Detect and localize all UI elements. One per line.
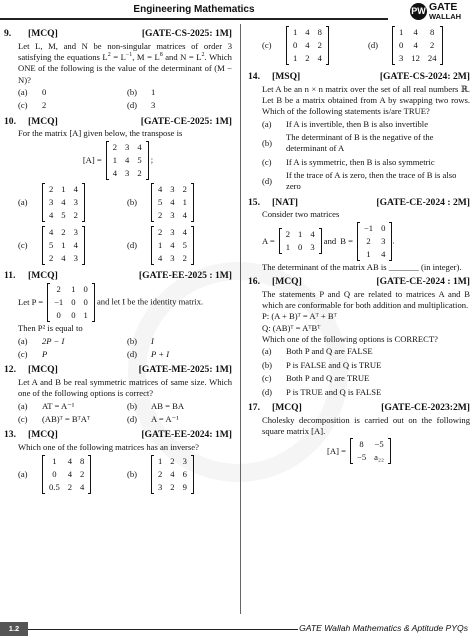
options [4, 86, 232, 113]
matrix-cell: 8 [359, 439, 364, 450]
exam-tag: [GATE-EE-2024: 1M] [141, 429, 232, 441]
matrix-option-a [42, 183, 85, 222]
matrix-cell: 0 [71, 297, 76, 308]
matrix-cell: 5 [49, 239, 54, 250]
exam-tag: [GATE-ME-2025: 1M] [138, 364, 232, 376]
matrix-cell: 8 [80, 456, 85, 467]
option-a[interactable]: (a) 2P − I [18, 335, 65, 346]
matrix-option-d [392, 26, 443, 65]
bracket-right [92, 283, 95, 322]
option-b[interactable]: (b) 1 [127, 87, 156, 98]
matrix-cell: 12 [411, 53, 420, 63]
matrix-cell: 0 [56, 310, 61, 321]
matrix-cell: 2 [285, 229, 291, 240]
option-c[interactable]: (c) If A is symmetric, then B is also symmetric [262, 156, 435, 167]
matrix-cell: 4 [182, 209, 187, 220]
matrix-cell: 3 [125, 167, 130, 178]
option-c[interactable]: (c) 4 2 3 5 1 4 2 4 3 [18, 225, 123, 266]
matrix-cell: 4 [305, 27, 310, 37]
option-b[interactable]: (b) I [127, 335, 154, 346]
matrix-cell: 3 [170, 226, 175, 237]
option-d[interactable]: (d) 2 3 4 1 4 5 4 3 2 [127, 225, 232, 266]
page-footer [0, 620, 474, 640]
question-text: For the matrix [A] given below, the transpose is [18, 128, 183, 139]
question-11: 11. [MCQ] [GATE-EE-2025 : 1M] Let P = 2 1 0 −1 0 0 0 0 1 and let I be the identity matrix. Then P² is equal to (a) 2P − I (b) I (c) P (d) P + I [4, 269, 232, 360]
matrix-cell: 8 [430, 27, 435, 37]
matrix-cell: 3 [170, 183, 175, 194]
matrix-cell: 1 [71, 284, 76, 295]
exam-tag: [GATE-CE-2024 : 1M] [376, 276, 470, 288]
matrix-cell: 2 [317, 40, 322, 50]
matrix-cell: −1 [54, 297, 64, 308]
matrix-cell: 1 [61, 239, 66, 250]
exam-tag: [GATE-CE-2025: 1M] [140, 115, 232, 127]
matrix-cell: 4 [61, 252, 66, 263]
matrix-cell: 3 [125, 141, 130, 152]
matrix-cell: 2 [170, 456, 175, 467]
footer-text: GATE Wallah Mathematics & Aptitude PYQs [299, 623, 468, 633]
matrix-cell: 4 [49, 209, 54, 220]
matrix-cell: 3 [170, 252, 175, 263]
matrix-cell: 4 [158, 183, 163, 194]
matrix-cell: 4 [170, 196, 175, 207]
matrix-cell: a₂₂ [374, 452, 384, 463]
matrix-cell: 4 [170, 239, 175, 250]
matrix-cell: 4 [137, 141, 142, 152]
header-title: Engineering Mathematics [133, 4, 255, 15]
matrix-cell: 1 [399, 27, 404, 37]
matrix-cell: 2 [158, 226, 163, 237]
matrix-cell: 4 [67, 456, 73, 467]
option-d[interactable]: (d) If the trace of A is zero, then the trace of B is also zero [262, 170, 457, 192]
option-c[interactable]: (c) (AB)ᵀ = BᵀAᵀ [18, 414, 91, 425]
matrix-cell: 1 [158, 456, 163, 467]
matrix-cell: 0 [71, 310, 76, 321]
matrix-cell: 2 [49, 183, 54, 194]
bracket-right [326, 26, 329, 65]
matrix-cell: 3 [73, 252, 78, 263]
matrix-cell: 2 [430, 40, 435, 50]
page-number: 1.2 [0, 622, 28, 636]
matrix-cell: 3 [158, 482, 163, 493]
matrix-cell: 1 [112, 154, 118, 165]
option-b[interactable]: (b) 4 3 2 5 4 1 2 3 4 [127, 182, 232, 223]
matrix-cell: 4 [125, 154, 130, 165]
question-10: 10. [MCQ] [GATE-CE-2025: 1M] For the matrix [A] given below, the transpose is [A] = 2 3 4 1 4 5 4 3 2 ; (a) 2 1 4 3 4 3 4 5 2 (b) 4 3 2 5 4 1 2 3 4 (c) 4 2 3 5 1 4 2 4 3 (d) 2 3 4 1 4 5 4 3 2 [4, 116, 232, 267]
matrix-cell: 3 [170, 209, 175, 220]
matrix-cell: 2 [80, 469, 85, 480]
matrix-cell: 3 [182, 456, 187, 467]
matrix-cell: 4 [112, 167, 118, 178]
bracket-right [440, 26, 443, 65]
matrix-option-a [42, 455, 91, 494]
matrix-cell: 0 [399, 40, 404, 50]
matrix-cell: 3 [399, 53, 404, 63]
exam-tag: [GATE-CS-2024: 2M] [379, 71, 470, 82]
matrix-cell: 1 [158, 239, 163, 250]
matrix-A [350, 438, 391, 464]
matrix-cell: 2 [137, 167, 142, 178]
matrix-cell: 0 [83, 297, 88, 308]
question-13-continued [248, 24, 470, 67]
option-a[interactable]: (a) 1 4 8 0 4 2 0.5 2 4 [18, 454, 123, 495]
option-d[interactable]: (d) P is TRUE and Q is FALSE [262, 386, 382, 397]
option-b[interactable]: (b) AB = BA [127, 400, 185, 411]
matrix-cell: 1 [293, 53, 298, 63]
matrix-cell: 1 [293, 27, 298, 37]
pw-logo-icon: PW [410, 3, 427, 20]
option-d[interactable]: (d) P + I [127, 349, 170, 360]
matrix-cell: 4 [80, 482, 85, 493]
option-b[interactable]: (b) P is FALSE and Q is TRUE [262, 359, 382, 370]
matrix-cell: 3 [73, 226, 78, 237]
matrix-cell: 3 [381, 235, 386, 246]
matrix-cell: 0 [52, 469, 57, 480]
exam-tag: [GATE-EE-2025 : 1M] [138, 269, 232, 281]
bracket-right [191, 226, 194, 265]
matrix-cell: 0 [381, 222, 386, 233]
question-15: 15. [NAT] [GATE-CE-2024 : 2M] Consider two matrices A = 2 1 4 1 0 3 and B = −1 0 2 3 1 4 . The determinant of the matrix AB is _______ (in integer). [248, 196, 470, 272]
matrix-cell: 2 [366, 235, 371, 246]
bracket-right [191, 183, 194, 222]
matrix-cell: 2 [182, 183, 187, 194]
matrix-cell: 2 [56, 284, 61, 295]
matrix-cell: 5 [137, 154, 142, 165]
matrix-cell: 4 [170, 469, 175, 480]
exam-tag: [GATE-CS-2025: 1M] [141, 28, 232, 39]
exam-tag: [GATE-CE-2024 : 2M] [376, 196, 470, 208]
question-12: 12. [MCQ] [GATE-ME-2025: 1M] Let A and B be real symmetric matrices of same size. Which one of the following options is correct? (a) AT = A⁻¹ (b) AB = BA (c) (AB)ᵀ = BᵀAᵀ (d) A = A⁻¹ [4, 364, 232, 425]
bracket-right [82, 183, 85, 222]
matrix-cell: 2 [158, 209, 163, 220]
option-a[interactable]: (a) 0 [18, 87, 47, 98]
matrix-cell: 5 [182, 239, 187, 250]
bracket-right [319, 228, 322, 254]
matrix-cell: 4 [413, 27, 418, 37]
bracket-right [191, 455, 194, 494]
matrix-cell: 2 [73, 209, 78, 220]
page-header [0, 0, 474, 20]
matrix-cell: 2 [67, 482, 73, 493]
option-d[interactable]: (d) A = A⁻¹ [127, 414, 179, 425]
matrix-cell: 2 [158, 469, 163, 480]
matrix-cell: 5 [61, 209, 66, 220]
matrix-cell: 1 [298, 229, 303, 240]
matrix-cell: 0.5 [49, 482, 60, 493]
matrix-cell: 1 [83, 310, 88, 321]
matrix-cell: 4 [381, 248, 386, 259]
logo-wallah: WALLAH [429, 11, 462, 21]
matrix-cell: 3 [73, 196, 78, 207]
matrix-cell: 4 [73, 239, 78, 250]
matrix-cell: 2 [61, 226, 66, 237]
matrix-option-b [151, 455, 194, 494]
matrix-cell: 1 [182, 196, 187, 207]
bracket-right [82, 226, 85, 265]
matrix-cell: 1 [366, 248, 371, 259]
matrix-option-c [286, 26, 329, 65]
matrix-cell: 4 [317, 53, 322, 63]
matrix-B [357, 222, 392, 261]
matrix-option-b [151, 183, 194, 222]
matrix-A [106, 141, 149, 180]
matrix-cell: −5 [356, 452, 367, 463]
matrix-cell: 2 [305, 53, 310, 63]
right-column [248, 24, 470, 468]
option-d[interactable]: (d) 1 4 8 0 4 2 3 12 24 [368, 25, 470, 66]
matrix-option-d [151, 226, 194, 265]
option-c[interactable]: (c) 1 4 8 0 4 2 1 2 4 [262, 25, 364, 66]
question-14: 14. [MSQ] [GATE-CS-2024: 2M] Let A be an n × n matrix over the set of all real numbers ℝ. Let B be a matrix obtained from A by swapping two rows. Which of the following statements is/are TRUE? (a) If A is invertible, then B is also invertible (b) The determinant of B is the negative of the determinant of A (c) If A is symmetric, then B is also symmetric (d) If the trace of A is zero, then the trace of B is also zero [248, 71, 470, 192]
matrix-cell: 3 [310, 242, 315, 253]
option-c[interactable]: (c) 2 [18, 100, 47, 111]
matrix-cell: 6 [182, 469, 187, 480]
option-b[interactable]: (b) 1 2 3 2 4 6 3 2 9 [127, 454, 232, 495]
matrix-cell: 1 [52, 456, 57, 467]
matrix-cell: 4 [310, 229, 315, 240]
matrix-cell: 5 [158, 196, 163, 207]
option-b[interactable]: (b) The determinant of B is the negative of the determinant of A [262, 132, 434, 154]
question-13: 13. [MCQ] [GATE-EE-2024: 1M] Which one of the following matrices has an inverse? (a) 1 4 8 0 4 2 0.5 2 4 (b) 1 2 3 2 4 6 3 2 9 [4, 429, 232, 496]
matrix-option-c [42, 226, 85, 265]
option-a[interactable]: (a) If A is invertible, then B is also invertible [262, 118, 429, 129]
gate-wallah-logo [410, 2, 461, 20]
matrix-cell: 4 [182, 226, 187, 237]
option-d[interactable]: (d) 3 [127, 100, 156, 111]
question-text: Let L, M, and N be non-singular matrices of order 3 satisfying the equations $L^2 = L^{-1}$, $M = L^8$ and $N = L^2$. Which ONE of the following is the value of the determinant of (M − N)? [18, 40, 232, 85]
matrix-cell: 4 [305, 40, 310, 50]
header-rule [0, 18, 388, 20]
matrix-cell: 4 [413, 40, 418, 50]
footer-rule [28, 629, 298, 630]
matrix-cell: −1 [363, 222, 374, 233]
option-a[interactable]: (a) 2 1 4 3 4 3 4 5 2 [18, 182, 123, 223]
matrix-cell: 0 [298, 242, 303, 253]
left-column [4, 28, 232, 499]
matrix-cell: 4 [73, 183, 78, 194]
option-c[interactable]: (c) Both P and Q are TRUE [262, 373, 370, 384]
matrix-cell: 4 [67, 469, 73, 480]
option-c[interactable]: (c) P [18, 349, 48, 360]
column-divider [240, 24, 241, 614]
matrix-cell: 4 [158, 252, 163, 263]
matrix-cell: 4 [61, 196, 66, 207]
matrix-cell: 8 [317, 27, 322, 37]
matrix-cell: 2 [112, 141, 118, 152]
option-a[interactable]: (a) Both P and Q are FALSE [262, 346, 373, 357]
matrix-cell: 0 [293, 40, 298, 50]
bracket-right [388, 438, 391, 464]
matrix-cell: 1 [61, 183, 66, 194]
matrix-cell: 24 [427, 53, 437, 63]
bracket-right [88, 455, 91, 494]
matrix-cell: 3 [49, 196, 54, 207]
matrix-cell: 2 [170, 482, 175, 493]
matrix-cell: 2 [49, 252, 54, 263]
matrix-P [47, 283, 95, 322]
option-a[interactable]: (a) AT = A⁻¹ [18, 400, 75, 411]
matrix-cell: 9 [182, 482, 187, 493]
question-17: 17. [MCQ] [GATE-CE-2023:2M] Cholesky decomposition is carried out on the following square matrix [A]. [A] = 8 −5 −5 a₂₂ [248, 401, 470, 463]
exam-tag: [GATE-CE-2023:2M] [381, 401, 470, 413]
matrix-cell: 0 [83, 284, 88, 295]
matrix-cell: 1 [285, 242, 291, 253]
matrix-cell: 2 [182, 252, 187, 263]
matrix-A [279, 228, 322, 254]
matrix-cell: −5 [374, 439, 384, 450]
logo-gate: GATE [429, 1, 458, 13]
matrix-cell: 4 [49, 226, 54, 237]
question-9: 9. [MCQ] [GATE-CS-2025: 1M] Let L, M, and N be non-singular matrices of order 3 satisfying the equations $L^2 = L^{-1}$, $M = L^8$ and $N = L^2$. Which ONE of the following is the value of the determinant of (M − N)? (a) 0 (b) 1 (c) 2 (d) 3 [4, 28, 232, 113]
question-16: 16. [MCQ] [GATE-CE-2024 : 1M] The statements P and Q are related to matrices A and B which are conformable for both addition and multiplication. P: (A + B)ᵀ = Aᵀ + Bᵀ Q: (AB)ᵀ = AᵀBᵀ Which one of the following options is CORRECT? (a) Both P and Q are FALSE (b) P is FALSE and Q is TRUE (c) Both P and Q are TRUE (d) P is TRUE and Q is FALSE [248, 276, 470, 397]
